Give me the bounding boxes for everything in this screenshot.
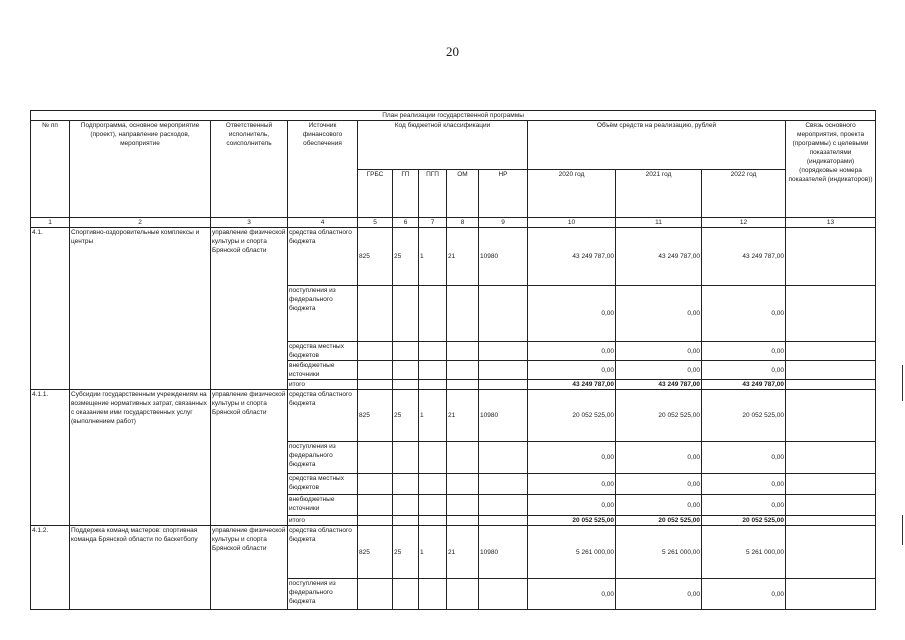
- code-om: [447, 474, 479, 495]
- amount-y2022: 0,00: [702, 286, 786, 342]
- header-grbs: ГРБС: [358, 169, 393, 218]
- amount-y2021: 43 249 787,00: [616, 228, 702, 286]
- code-om: [447, 380, 479, 390]
- header-gp: ГП: [393, 169, 419, 218]
- code-om: [447, 442, 479, 474]
- section-number: 4.1.2.: [31, 526, 70, 610]
- code-pgp: [419, 286, 447, 342]
- code-pgp: 1: [419, 526, 447, 579]
- header-om: ОМ: [447, 169, 479, 218]
- code-om: [447, 516, 479, 526]
- code-pgp: [419, 516, 447, 526]
- code-grbs: [358, 495, 393, 516]
- amount-y2020: 43 249 787,00: [528, 228, 616, 286]
- amount-y2022: 0,00: [702, 495, 786, 516]
- code-pgp: [419, 442, 447, 474]
- amount-y2022: 0,00: [702, 361, 786, 380]
- header-budget-code: Код бюджетной классификации: [358, 121, 528, 170]
- indicator-link: [786, 516, 876, 526]
- header-subprogram: Подпрограмма, основное мероприятие (проект), направление расходов, мероприятие: [70, 121, 211, 218]
- column-number: 11: [616, 218, 702, 228]
- code-om: [447, 286, 479, 342]
- code-nr: [479, 474, 528, 495]
- column-number: 8: [447, 218, 479, 228]
- amount-y2021: 0,00: [616, 361, 702, 380]
- code-grbs: [358, 474, 393, 495]
- indicator-link: [786, 442, 876, 474]
- code-om: 21: [447, 390, 479, 442]
- code-gp: [393, 516, 419, 526]
- section-executor: управление физической культуры и спорта Брянской области: [211, 526, 288, 610]
- column-number: 12: [702, 218, 786, 228]
- table-row: [31, 390, 876, 442]
- table-title: План реализации государственной программы: [31, 111, 876, 121]
- section-executor: управление физической культуры и спорта Брянской области: [211, 390, 288, 526]
- header-volume: Объём средств на реализацию, рублей: [528, 121, 786, 170]
- amount-y2021: 5 261 000,00: [616, 526, 702, 579]
- amount-y2022: 0,00: [702, 474, 786, 495]
- amount-y2021: 0,00: [616, 495, 702, 516]
- code-om: [447, 495, 479, 516]
- indicator-link: [786, 579, 876, 610]
- scan-edge-mark: [902, 365, 903, 401]
- code-grbs: 825: [358, 390, 393, 442]
- section-name: Спортивно-оздоровительные комплексы и центры: [70, 228, 211, 390]
- code-pgp: [419, 380, 447, 390]
- code-gp: [393, 361, 419, 380]
- column-number: 2: [70, 218, 211, 228]
- section-number: 4.1.: [31, 228, 70, 390]
- indicator-link: [786, 526, 876, 579]
- amount-y2020: 5 261 000,00: [528, 526, 616, 579]
- code-nr: 10980: [479, 228, 528, 286]
- amount-y2022: 43 249 787,00: [702, 228, 786, 286]
- funding-source: средства областного бюджета: [288, 526, 358, 579]
- code-om: 21: [447, 228, 479, 286]
- amount-y2022: 0,00: [702, 342, 786, 361]
- header-nr: НР: [479, 169, 528, 218]
- header-link: Связь основного мероприятия, проекта (программы) с целевыми показателями (индикаторами) (порядковые номера показателей (индикаторов)): [786, 121, 876, 218]
- section-executor: управление физической культуры и спорта Брянской области: [211, 228, 288, 390]
- header-2022: 2022 год: [702, 169, 786, 218]
- indicator-link: [786, 495, 876, 516]
- amount-y2021: 20 052 525,00: [616, 516, 702, 526]
- indicator-link: [786, 380, 876, 390]
- amount-y2021: 0,00: [616, 474, 702, 495]
- code-pgp: [419, 495, 447, 516]
- amount-y2021: 0,00: [616, 342, 702, 361]
- code-nr: [479, 442, 528, 474]
- column-number: 7: [419, 218, 447, 228]
- code-gp: 25: [393, 526, 419, 579]
- amount-y2020: 0,00: [528, 579, 616, 610]
- header-2020: 2020 год: [528, 169, 616, 218]
- table-row: [31, 228, 876, 286]
- section-number: 4.1.1.: [31, 390, 70, 526]
- amount-y2022: 43 249 787,00: [702, 380, 786, 390]
- code-nr: 10980: [479, 390, 528, 442]
- column-number: 10: [528, 218, 616, 228]
- amount-y2020: 0,00: [528, 474, 616, 495]
- code-nr: 10980: [479, 526, 528, 579]
- indicator-link: [786, 228, 876, 286]
- amount-y2022: 5 261 000,00: [702, 526, 786, 579]
- amount-y2021: 0,00: [616, 286, 702, 342]
- amount-y2021: 0,00: [616, 442, 702, 474]
- code-grbs: [358, 579, 393, 610]
- indicator-link: [786, 390, 876, 442]
- code-nr: [479, 495, 528, 516]
- amount-y2022: 20 052 525,00: [702, 390, 786, 442]
- amount-y2021: 0,00: [616, 579, 702, 610]
- amount-y2021: 20 052 525,00: [616, 390, 702, 442]
- amount-y2020: 0,00: [528, 361, 616, 380]
- code-nr: [479, 516, 528, 526]
- column-number: 13: [786, 218, 876, 228]
- amount-y2020: 43 249 787,00: [528, 380, 616, 390]
- code-om: [447, 361, 479, 380]
- code-grbs: [358, 516, 393, 526]
- amount-y2020: 0,00: [528, 442, 616, 474]
- column-number: 4: [288, 218, 358, 228]
- code-nr: [479, 380, 528, 390]
- funding-source: внебюджетные источники: [288, 361, 358, 380]
- indicator-link: [786, 361, 876, 380]
- amount-y2020: 0,00: [528, 495, 616, 516]
- indicator-link: [786, 286, 876, 342]
- indicator-link: [786, 474, 876, 495]
- amount-y2022: 0,00: [702, 442, 786, 474]
- amount-y2022: 0,00: [702, 579, 786, 610]
- code-gp: [393, 342, 419, 361]
- header-source: Источник финансового обеспечения: [288, 121, 358, 218]
- column-number: 9: [479, 218, 528, 228]
- code-grbs: 825: [358, 526, 393, 579]
- program-plan-table: [30, 110, 876, 610]
- table-row: [31, 526, 876, 579]
- header-no: № пп: [31, 121, 70, 218]
- code-grbs: [358, 286, 393, 342]
- amount-y2020: 0,00: [528, 286, 616, 342]
- code-gp: 25: [393, 228, 419, 286]
- code-om: [447, 342, 479, 361]
- code-nr: [479, 361, 528, 380]
- code-om: 21: [447, 526, 479, 579]
- page-number: 20: [446, 44, 459, 59]
- header-executor: Ответственный исполнитель, соисполнитель: [211, 121, 288, 218]
- code-pgp: [419, 361, 447, 380]
- amount-y2020: 20 052 525,00: [528, 390, 616, 442]
- code-gp: [393, 495, 419, 516]
- header-2021: 2021 год: [616, 169, 702, 218]
- funding-source: средства областного бюджета: [288, 228, 358, 286]
- column-number: 3: [211, 218, 288, 228]
- code-nr: [479, 286, 528, 342]
- amount-y2020: 0,00: [528, 342, 616, 361]
- funding-source: поступления из федерального бюджета: [288, 286, 358, 342]
- code-pgp: [419, 474, 447, 495]
- scan-edge-mark: [902, 515, 903, 545]
- code-gp: [393, 474, 419, 495]
- column-number: 5: [358, 218, 393, 228]
- amount-y2021: 43 249 787,00: [616, 380, 702, 390]
- code-grbs: [358, 380, 393, 390]
- funding-source: поступления из федерального бюджета: [288, 442, 358, 474]
- code-grbs: 825: [358, 228, 393, 286]
- code-pgp: 1: [419, 390, 447, 442]
- code-nr: [479, 342, 528, 361]
- indicator-link: [786, 342, 876, 361]
- code-gp: [393, 442, 419, 474]
- funding-source: внебюджетные источники: [288, 495, 358, 516]
- funding-source: поступления из федерального бюджета: [288, 579, 358, 610]
- code-pgp: [419, 342, 447, 361]
- code-pgp: 1: [419, 228, 447, 286]
- column-number: 6: [393, 218, 419, 228]
- code-om: [447, 579, 479, 610]
- section-name: Субсидии государственным учреждениям на возмещение нормативных затрат, связанных с оказанием ими государственных услуг (выполнением работ): [70, 390, 211, 526]
- code-grbs: [358, 442, 393, 474]
- code-gp: [393, 286, 419, 342]
- code-gp: [393, 380, 419, 390]
- code-pgp: [419, 579, 447, 610]
- section-name: Поддержка команд мастеров: спортивная команда Брянской области по баскетболу: [70, 526, 211, 610]
- header-pgp: ПГП: [419, 169, 447, 218]
- funding-source: итого: [288, 380, 358, 390]
- funding-source: средства местных бюджетов: [288, 474, 358, 495]
- funding-source: средства местных бюджетов: [288, 342, 358, 361]
- code-nr: [479, 579, 528, 610]
- code-gp: 25: [393, 390, 419, 442]
- amount-y2022: 20 052 525,00: [702, 516, 786, 526]
- amount-y2020: 20 052 525,00: [528, 516, 616, 526]
- funding-source: итого: [288, 516, 358, 526]
- column-number: 1: [31, 218, 70, 228]
- code-grbs: [358, 342, 393, 361]
- code-grbs: [358, 361, 393, 380]
- funding-source: средства областного бюджета: [288, 390, 358, 442]
- code-gp: [393, 579, 419, 610]
